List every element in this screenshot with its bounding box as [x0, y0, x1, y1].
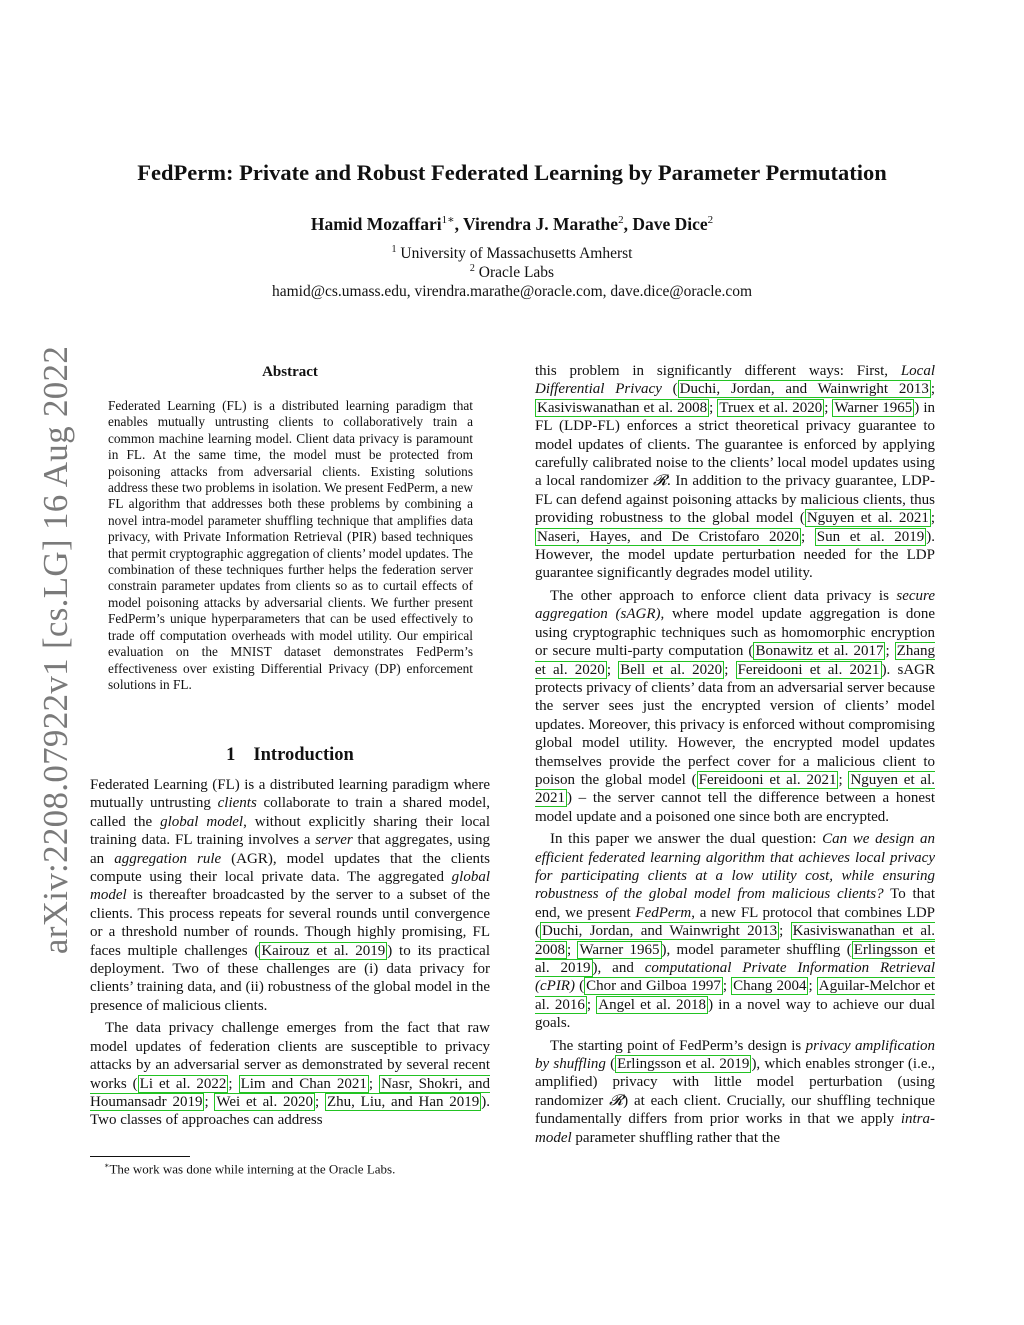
intro-paragraph-1: Federated Learning (FL) is a distributed learning paradigm where mutually untrusting clients collaborate to train a shared model, called the global model, without explicitly sharing their local training data. FL training involves a server that aggregates, using an aggregation rule (AGR), model updates that the clients compute using their local private data. The aggregated global model is thereafter broadcasted by the server to a subset of the clients. This process repeats for several rounds until convergence or a threshold number of rounds. Though highly promising, FL faces multiple challenges ( Kairouz et al. 2019 ) to its practical deployment. Two of these challenges are (i) data privacy for clients’ training data, and (ii) robustness of the global model in the presence of malicious clients.: [90, 777, 490, 1014]
citation-link[interactable]: Kairouz et al. 2019: [261, 942, 386, 959]
right-paragraph-3: In this paper we answer the dual question: Can we design an efficient federated learning algorithm that achieves local privacy for participating clients at a low utility cost, while ensuring robustness of the global model from malicious clients? To that end, we present FedPerm, a new FL protocol that combines LDP ( Duchi, Jordan, and Wainwright 2013 ; Kasiviswanathan et al. 2008 ; Warner 1965 ), model parameter shuffling ( Erlingsson et al. 2019 ), and computational Private Information Retrieval (cPIR) ( Chor and Gilboa 1997 ; Chang 2004 ; Aguilar-Melchor et al. 2016 ; Angel et al. 2018 ) in a novel way to achieve our dual goals.: [535, 831, 936, 1032]
citation-link[interactable]: Nguyen et al. 2021: [806, 510, 929, 527]
citation-link[interactable]: Duchi, Jordan, and Wainwright 2013: [679, 381, 929, 398]
affiliation-1: $^1$ University of Massachusetts Amherst: [391, 244, 633, 263]
citation-link[interactable]: Zhang et al. 2020: [535, 643, 935, 678]
right-column-body: [535, 362, 935, 1147]
randomizer-symbol: 𝓡: [609, 1092, 624, 1109]
citation-link[interactable]: Fereidooni et al. 2021: [698, 771, 837, 788]
citation-link[interactable]: Bell et al. 2020: [620, 661, 723, 678]
citation-link[interactable]: Kasiviswanathan et al. 2008: [535, 923, 935, 958]
author-1: Hamid Mozaffari: [310, 213, 442, 234]
citation-link[interactable]: Truex et al. 2020: [719, 399, 823, 416]
citation-link[interactable]: Erlingsson et al. 2019: [535, 941, 935, 976]
citation-link[interactable]: Nasr, Shokri, and Houmansadr 2019: [90, 1075, 490, 1110]
footnote-rule: [90, 1156, 190, 1157]
left-column-body: [90, 776, 490, 1130]
citation-link[interactable]: Fereidooni et al. 2021: [737, 661, 880, 678]
citation-link[interactable]: Warner 1965: [834, 399, 913, 416]
citation-link[interactable]: Aguilar-Melchor et al. 2016: [535, 978, 935, 1013]
affiliation-2: $^2$ Oracle Labs: [469, 263, 555, 282]
author-emails: hamid@cs.umass.edu, virendra.marathe@oracle.com, dave.dice@oracle.com: [271, 283, 753, 300]
right-paragraph-2: The other approach to enforce client data privacy is secure aggregation (sAGR), where model update aggregation is done using cryptographic techniques such as homomorphic encryption or secure multi-party computation ( Bonawitz et al. 2017 ; Zhang et al. 2020 ; Bell et al. 2020 ; Fereidooni et al. 2021 ). sAGR protects privacy of clients’ data from an adversarial server because the server sees just the encrypted version of clients’ model updates. Moreover, this privacy is enforced without compromising global model utility. However, the encrypted model updates themselves provide the perfect cover for a malicious client to poison the global model ( Fereidooni et al. 2021 ; Nguyen et al. 2021 ) – the server cannot tell the difference between a honest model update and a poisoned one since both are encrypted.: [535, 587, 936, 825]
citation-link[interactable]: Nguyen et al. 2021: [535, 771, 936, 807]
intro-paragraph-2: The data privacy challenge emerges from the fact that raw model updates of federation clients are susceptible to privacy attacks by an adversarial server as demonstrated by several recent works ( Li et al. 2022 ; Lim and Chan 2021 ; Nasr, Shokri, and Houmansadr 2019 ; Wei et al. 2020 ; Zhu, Liu, and Han 2019 ). Two classes of approaches can address: [90, 1020, 491, 1129]
author-2: Virendra J. Marathe: [463, 213, 619, 234]
citation-link[interactable]: Chang 2004: [733, 978, 807, 995]
abstract-text: Federated Learning (FL) is a distributed learning paradigm that enables mutually untrusting clients to collaboratively train a common machine learning model. Client data privacy is paramount in FL. At the same time, the model must be protected from poisoning attacks from adversarial clients. Existing solutions address these two problems in isolation. We present FedPerm, a new FL algorithm that addresses both these problems by combining a novel intra-model parameter shuffling technique that amplifies data privacy, with Private Information Retrieval (PIR) based techniques that permit cryptographic aggregation of clients’ model updates. The combination of these techniques further helps the federation server constrain parameter updates from clients so as to curtail effects of model poisoning attacks by adversarial clients. We further present FedPerm’s unique hyperparameters that can be used effectively to trade off computation overheads with model utility. Our empirical evaluation on the MNIST dataset demonstrates FedPerm’s effectiveness over existing Differential Privacy (DP) enforcement solutions in FL.: [108, 398, 473, 692]
section-title: Introduction: [253, 745, 354, 765]
section-number: 1: [226, 745, 236, 765]
author-1-mark: 1∗: [441, 214, 455, 226]
author-list: Hamid Mozaffari$^{1∗}$, Virendra J. Marathe$^2$, Dave Dice$^2$: [310, 213, 714, 234]
citation-link[interactable]: Angel et al. 2018: [598, 996, 707, 1013]
right-paragraph-1: this problem in significantly different ways: First, Local Differential Privacy ( Duchi, Jordan, and Wainwright 2013 ; Kasiviswanathan et al. 2008 ; Truex et al. 2020 ; Warner 1965 ) in FL (LDP-FL) enforces a strict theoretical privacy guarantee to model updates of clients. The guarantee is enforced by applying carefully calibrated noise to the clients’ local model updates using a local randomizer 𝓡. In addition to the privacy guarantee, LDP-FL can defend against poisoning attacks by malicious clients, thus providing robustness to the global model ( Nguyen et al. 2021 ; Naseri, Hayes, and De Cristofaro 2020 ; Sun et al. 2019 ). However, the model update perturbation needed for the LDP guarantee significantly degrades model utility.: [535, 363, 936, 582]
randomizer-symbol: 𝓡: [652, 473, 667, 490]
paper-title: FedPerm: Private and Robust Federated Learning by Parameter Permutation: [137, 160, 887, 185]
citation-link[interactable]: Lim and Chan 2021: [240, 1075, 367, 1092]
citation-link[interactable]: Chor and Gilboa 1997: [586, 978, 721, 995]
citation-link[interactable]: Erlingsson et al. 2019: [617, 1056, 750, 1073]
citation-link[interactable]: Kasiviswanathan et al. 2008: [537, 399, 708, 416]
citation-link[interactable]: Bonawitz et al. 2017: [755, 643, 884, 660]
citation-link[interactable]: Sun et al. 2019: [816, 528, 925, 545]
right-paragraph-4: The starting point of FedPerm’s design is privacy amplification by shuffling ( Erlingsson et al. 2019 ), which enables stronger (i.e., amplified) privacy with little model perturbation (using randomizer 𝓡) at each client. Crucially, our shuffling technique fundamentally differs from prior works in that we apply intra-model parameter shuffling rather that the: [535, 1037, 935, 1146]
footnote: ∗The work was done while interning at the Oracle Labs.: [104, 1161, 396, 1177]
abstract-heading: Abstract: [262, 364, 318, 380]
citation-link[interactable]: Li et al. 2022: [139, 1075, 227, 1092]
citation-link[interactable]: Wei et al. 2020: [216, 1093, 313, 1110]
citation-link[interactable]: Warner 1965: [579, 941, 660, 958]
arxiv-identifier: arXiv:2208.07922v1 [cs.LG] 16 Aug 2022: [36, 345, 75, 955]
citation-link[interactable]: Naseri, Hayes, and De Cristofaro 2020: [537, 528, 800, 545]
author-2-mark: 2: [618, 214, 624, 226]
section-heading-introduction: [90, 745, 490, 766]
author-3-mark: 2: [707, 214, 714, 226]
arxiv-sidebar: [28, 340, 84, 960]
citation-link[interactable]: Duchi, Jordan, and Wainwright 2013: [542, 923, 778, 940]
citation-link[interactable]: Zhu, Liu, and Han 2019: [326, 1093, 480, 1110]
author-3: Dave Dice: [632, 213, 708, 234]
